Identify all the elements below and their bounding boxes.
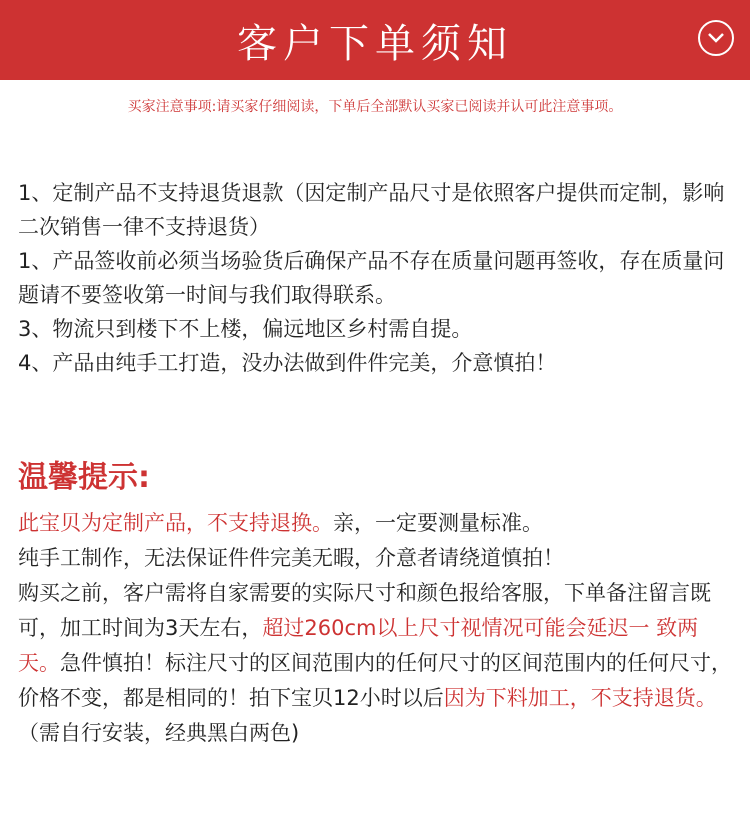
rule-item: 1、定制产品不支持退货退款（因定制产品尺寸是依照客户提供而定制，影响二次销售一律不支持退货） (18, 181, 725, 239)
tips-paragraph-2: 纯手工制作，无法保证件件完美无暇，介意者请绕道慎拍！ (18, 546, 564, 570)
rules-list (18, 176, 738, 380)
chevron-down-circle-icon[interactable] (698, 20, 734, 56)
buyer-notice: 买家注意事项:请买家仔细阅读，下单后全部默认买家已阅读并认可此注意事项。 (127, 99, 623, 115)
tips-paragraph-3 (18, 576, 738, 716)
tips-heading: 温馨提示: (18, 460, 150, 495)
tips-paragraph-4: （需自行安装，经典黑白两色) (18, 721, 300, 745)
header-banner (0, 0, 750, 80)
chevron-down-icon (707, 32, 725, 44)
rule-item: 1、产品签收前必须当场验货后确保产品不存在质量问题再签收，存在质量问题请不要签收第一时间与我们取得联系。 (18, 249, 725, 307)
pricing-note: 急件慎拍！标注尺寸的区间范围内的任何尺寸的区间范围内的任何尺寸，价格不变，都是相同的！拍下宝贝12小时以后 (18, 651, 732, 710)
rule-item: 3、物流只到楼下不上楼，偏远地区乡村需自提。 (18, 317, 473, 341)
oversize-delay-warning: 超过260cm以上尺寸视情况可能会延迟一 致两天。 (18, 616, 699, 675)
measure-reminder: 亲，一定要测量标准。 (333, 511, 543, 535)
order-instructions: 购买之前，客户需将自家需要的实际尺寸和颜色报给客服，下单备注留言既可，加工时间为3天左右， (18, 581, 711, 640)
no-return-warning: 因为下料加工，不支持退货。 (443, 686, 717, 710)
tips-paragraph-1 (18, 506, 738, 541)
tips-body (18, 506, 738, 751)
page-title: 客户下单须知 (237, 20, 513, 67)
custom-product-warning: 此宝贝为定制产品，不支持退换。 (18, 511, 333, 535)
rule-item: 4、产品由纯手工打造，没办法做到件件完美，介意慎拍！ (18, 351, 557, 375)
